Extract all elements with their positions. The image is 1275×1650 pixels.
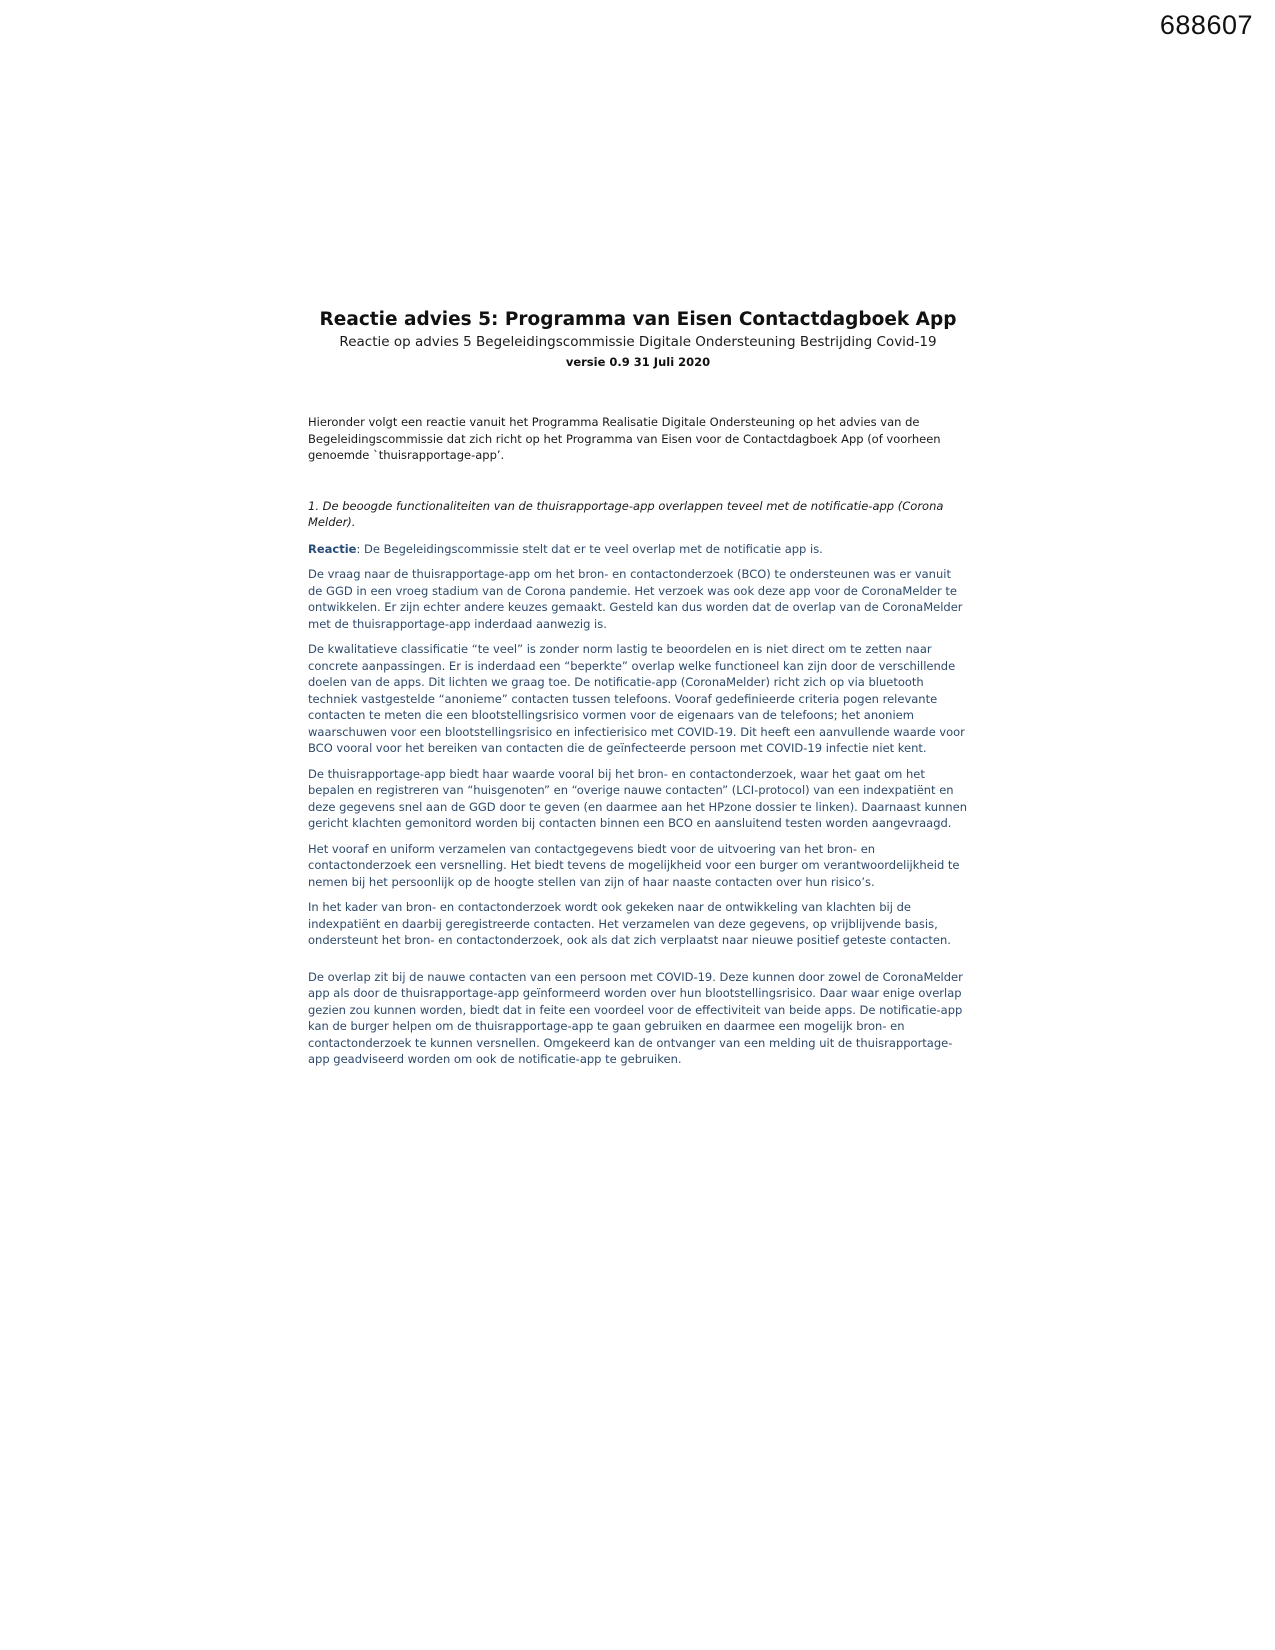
document-title	[308, 307, 968, 333]
document-subtitle: Reactie op advies 5 Begeleidingscommissie Digitale Ondersteuning Bestrijding Covid-19	[339, 334, 937, 350]
body-paragraph: De overlap zit bij de nauwe contacten van een persoon met COVID-19. Deze kunnen door zowel de CoronaMelder app als door de thuisrapportage-app geïnformeerd worden over hun blootstellingsrisico. Daar waar enige overlap gezien zou kunnen worden, biedt dat in feite een voordeel voor de effectiviteit van beide apps. De notificatie-app kan de burger helpen om de thuisrapportage-app te gaan gebruiken en daarmee een mogelijk bron- en contactonderzoek te kunnen versnellen. Omgekeerd kan de ontvanger van een melding uit de thuisrapportage-app geadviseerd worden om ook de notificatie-app te gebruiken.	[308, 969, 963, 1066]
body-paragraph: In het kader van bron- en contactonderzoek wordt ook gekeken naar de ontwikkeling van klachten bij de indexpatiënt en daarbij geregistreerde contacten. Het verzamelen van deze gegevens, op vrijblijvende basis, ondersteunt het bron- en contactonderzoek, ook als dat zich verplaatst naar nieuwe positief geteste contacten.	[308, 900, 951, 947]
body-paragraph: De kwalitatieve classificatie “te veel” is zonder norm lastig te beoordelen en is niet direct om te zetten naar concrete aanpassingen. Er is inderdaad een “beperkte” overlap welke functioneel kan zijn door de verschillende doelen van de apps. Dit lichten we graag toe. De notificatie-app (CoronaMelder) richt zich op via bluetooth techniek vastgestelde “anonieme” contacten tussen telefoons. Vooraf gedefinieerde criteria pogen relevante contacten te meten die een blootstellingsrisico vormen voor de eigenaars van de telefoons; het anoniem waarschuwen voor een blootstellingsrisico en infectierisico met COVID-19. Dit heeft een aanvullende waarde voor BCO vooral voor het bereiken van contacten die de geïnfecteerde persoon met COVID-19 infectie niet kent.	[308, 642, 965, 755]
title-main: Programma van Eisen Contactdagboek App	[504, 309, 957, 330]
body-paragraph: Het vooraf en uniform verzamelen van contactgegevens biedt voor de uitvoering van het bron- en contactonderzoek een versnelling. Het biedt tevens de mogelijkheid voor een burger om verantwoordelijkheid te nemen bij het persoonlijk op de hoogte stellen van zijn of haar naaste contacten over hun risico’s.	[308, 841, 960, 889]
title-prefix: Reactie advies 5:	[319, 309, 499, 330]
document-id: 688607	[1159, 10, 1253, 40]
intro-paragraph: Hieronder volgt een reactie vanuit het Programma Realisatie Digitale Ondersteuning op het advies van de Begeleidingscommissie dat zich richt op het Programma van Eisen voor de Contactdagboek App (of voorheen genoemde `thuisrapportage-app’.	[308, 415, 941, 462]
body-paragraph: De vraag naar de thuisrapportage-app om het bron- en contactonderzoek (BCO) te ondersteunen was er vanuit de GGD in een vroeg stadium van de Corona pandemie. Het verzoek was ook deze app voor de CoronaMelder te ontwikkelen. Er zijn echter andere keuzes gemaakt. Gesteld kan dus worden dat de overlap van de CoronaMelder met de thuisrapportage-app inderdaad aanwezig is.	[308, 567, 963, 631]
document-body	[308, 307, 968, 1068]
reactie-text: : De Begeleidingscommissie stelt dat er te veel overlap met de notificatie app is.	[356, 541, 823, 556]
reactie-label: Reactie	[308, 541, 357, 556]
advice-question: 1. De beoogde functionaliteiten van de thuisrapportage-app overlappen teveel met de notificatie-app (Corona Melder).	[308, 498, 944, 529]
reactie-paragraph	[308, 541, 968, 558]
body-paragraph: De thuisrapportage-app biedt haar waarde vooral bij het bron- en contactonderzoek, waar het gaat om het bepalen en registreren van “huisgenoten” en “overige nauwe contacten” (LCI-protocol) van een indexpatiënt en deze gegevens snel aan de GGD door te geven (en daarmee aan het HPzone dossier te linken). Daarnaast kunnen gericht klachten gemonitord worden bij contacten binnen een BCO en aansluitend testen worden aangevraagd.	[308, 766, 968, 830]
document-version: versie 0.9 31 Juli 2020	[565, 355, 711, 369]
document-header	[308, 307, 968, 370]
